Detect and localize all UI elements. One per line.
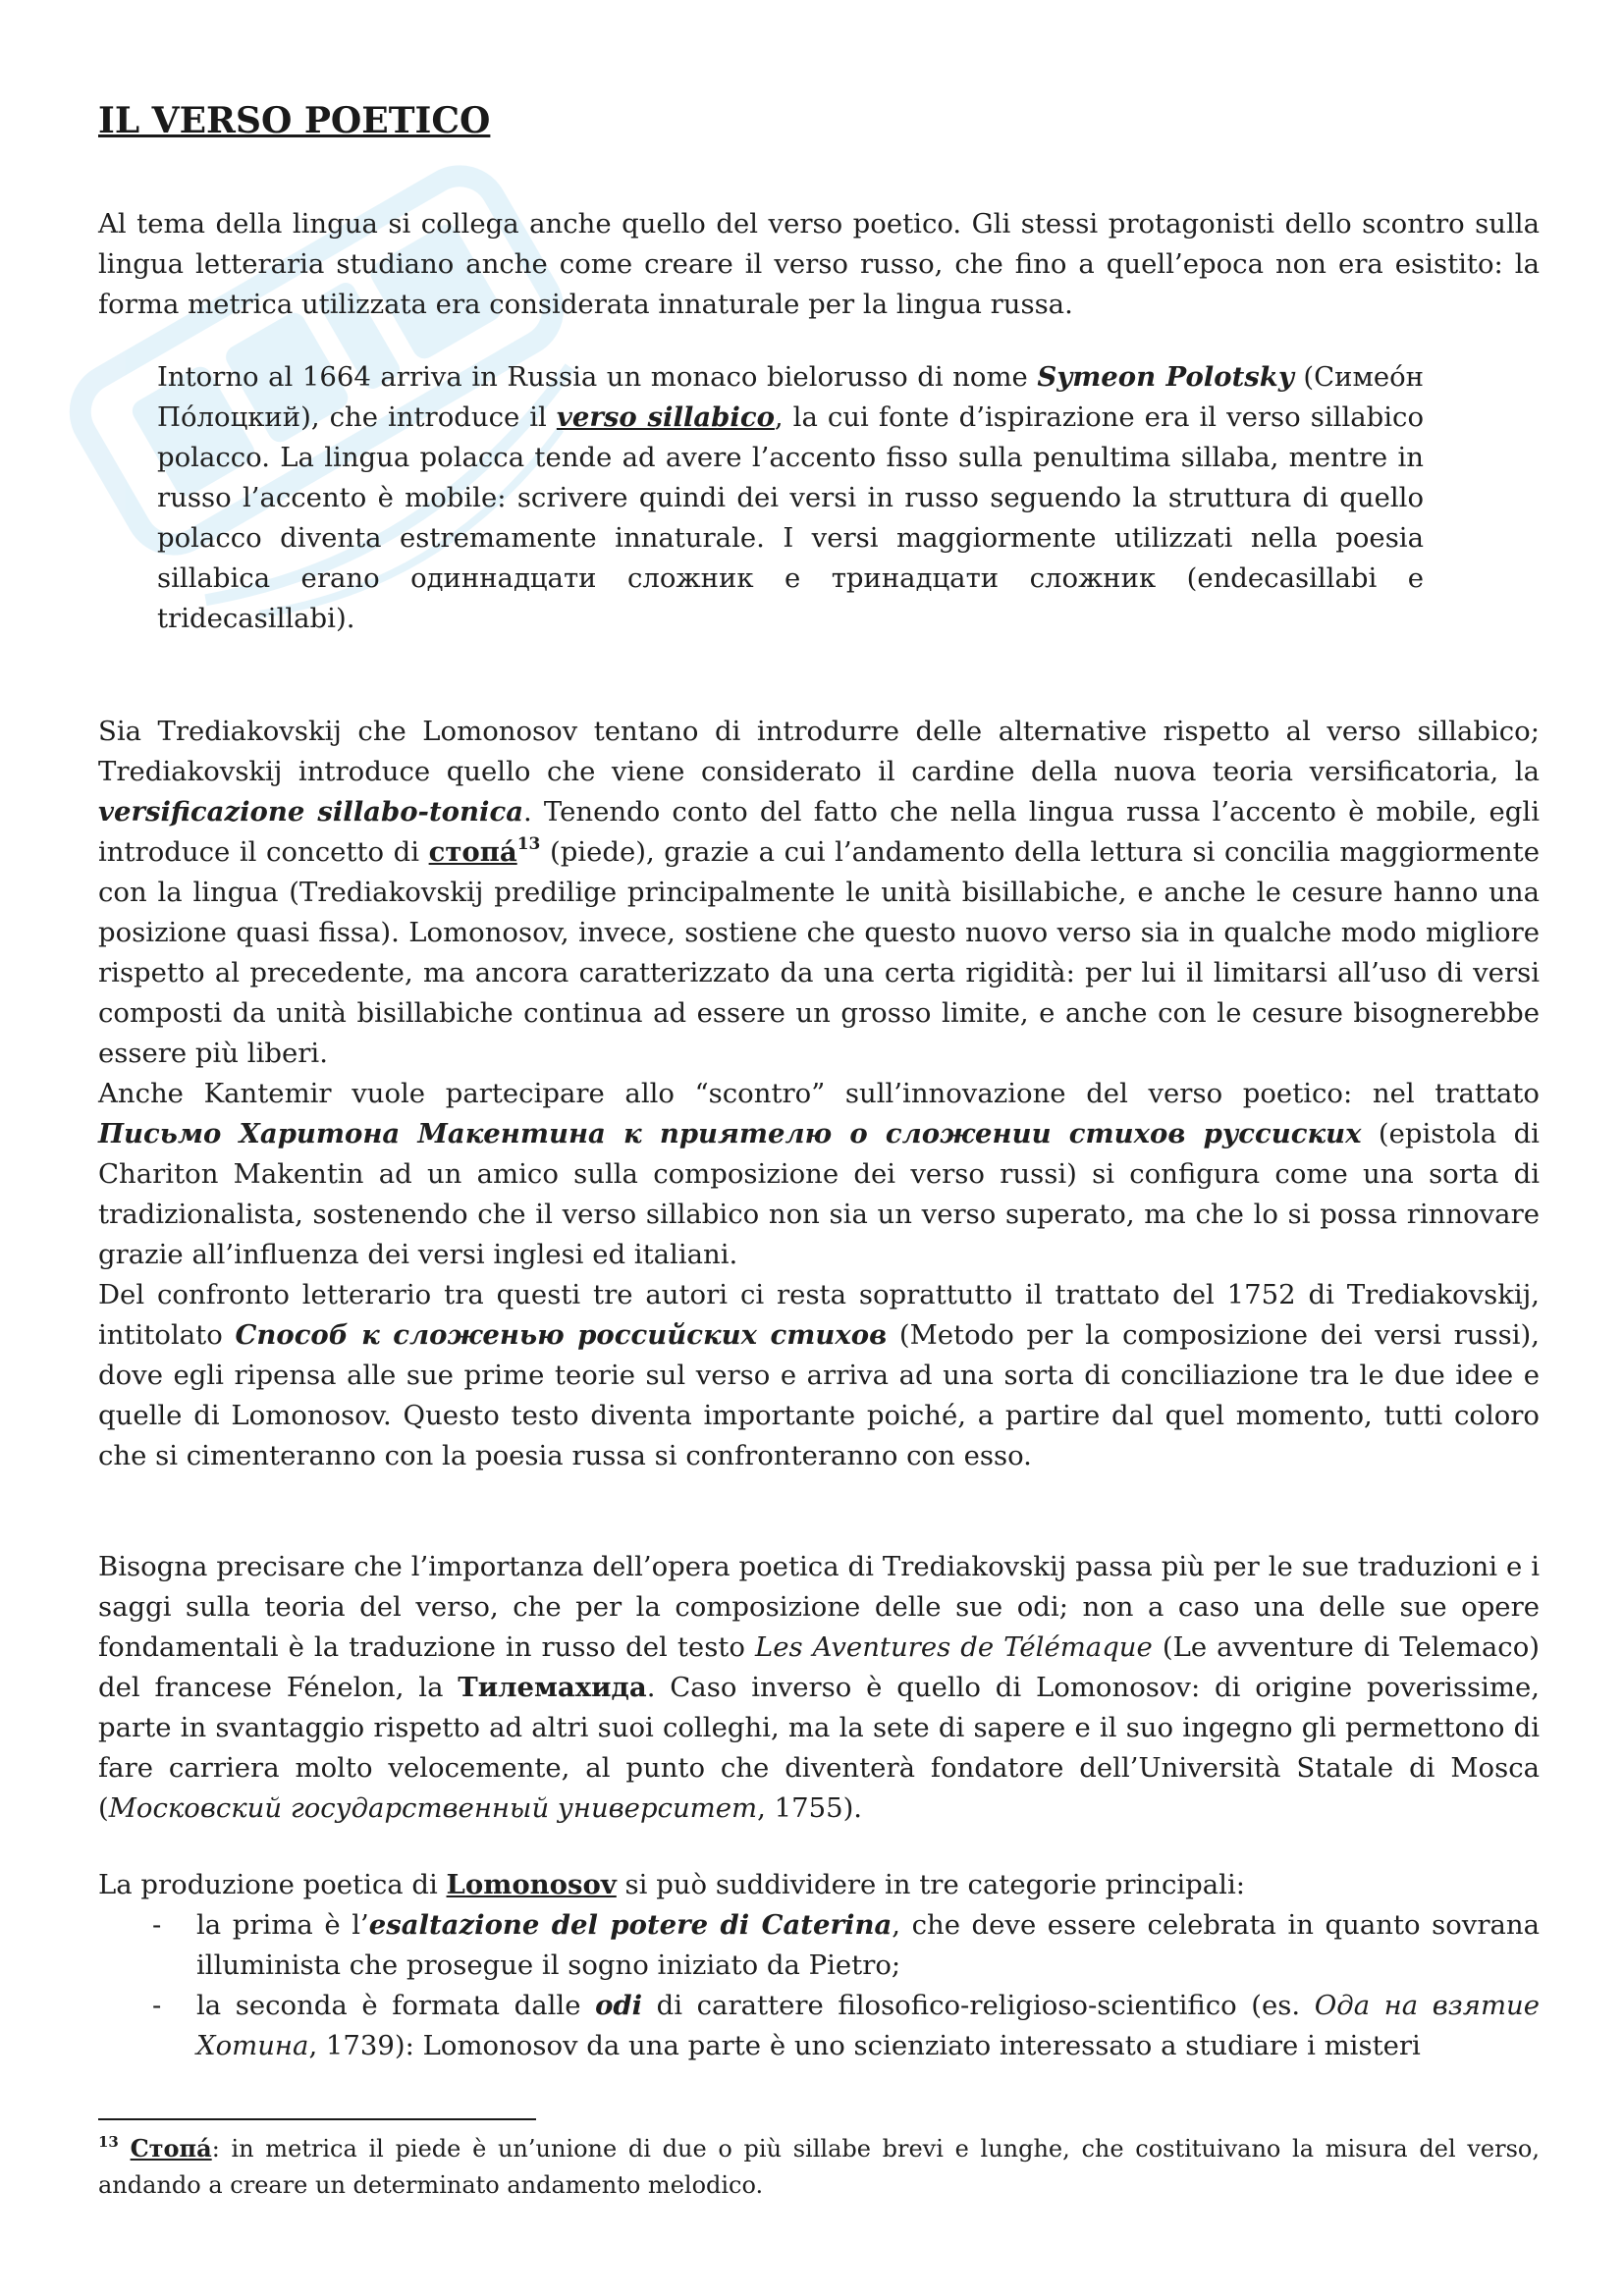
polotsky-name: Symeon Polotsky — [1037, 361, 1294, 393]
list-dash: - — [152, 1990, 162, 2021]
p3-text-e: (piede), grazie a cui l’andamento della lettura si concilia maggiormente con la lingua (Trediakovskij predilige principalmente le unità bisillabiche, e anche le cesure hanno una posizione quasi fissa). Lomonosov, invece, sostiene che questo nuovo verso sia in qualche modo migliore rispetto al precedente, ma ancora caratterizzato da una certa rigidità: per lui il limitarsi all’uso di versi composti da unità bisillabiche continua ad essere un grosso limite, e anche con le cesure bisognerebbe essere più liberi. — [98, 836, 1540, 1069]
verso-sillabico-term: verso sillabico — [556, 401, 775, 433]
polotsky-text-e: , la cui fonte d’ispirazione era il verso sillabico polacco. La lingua polacca tende ad avere l’accento fisso sulla penultima sillaba, mentre in russo l’accento è mobile: scrivere quindi dei versi in russo seguendo la struttura di quello polacco diventa estremamente innaturale. I versi maggiormente utilizzati nella poesia sillabica erano одиннадцати сложник e тринадцати сложник (endecasillabi e tridecasillabi). — [157, 401, 1424, 634]
p4-text-a: Bisogna precisare che l’importanza dell’opera poetica di Trediakovskij passa più per le sue traduzioni e i saggi sulla teoria del verso, che per la composizione delle sue odi; non a caso una delle sue opere fondamentali è la traduzione in russo del testo — [98, 1551, 1540, 1663]
categories-list — [98, 1905, 1540, 2066]
footnote-term: Стопá — [130, 2134, 212, 2163]
item2-text-a: la seconda è formata dalle — [196, 1990, 596, 2021]
kantemir-treatise-title: Письмо Харитона Макентина к приятелю о сложении стихов руссиских — [98, 1118, 1362, 1149]
page-title: IL VERSO POETICO — [98, 100, 491, 141]
p3-text-a: Sia Trediakovskij che Lomonosov tentano di introdurre delle alternative rispetto al verso sillabico; Trediakovskij introduce quello che viene considerato il cardine della nuova teoria versificatoria, la — [98, 716, 1540, 787]
stopa-term: стопá — [428, 836, 517, 868]
sillabo-tonica-term: versificazione sillabo-tonica — [98, 796, 524, 828]
university-name: Московский государственный университет — [108, 1792, 758, 1824]
telemaque-title: Les Aventures de Télémaque — [754, 1631, 1153, 1663]
oda-title: Ода на взятие Хотина — [196, 1990, 1541, 2061]
item1-highlight: esaltazione del potere di Caterina — [368, 1909, 893, 1941]
item2-text-c: di carattere filosofico-religioso-scientifico (es. — [642, 1990, 1315, 2021]
p4-text-g: , 1755). — [757, 1792, 863, 1824]
footnote-text: : in metrica il piede è un’unione di due o più sillabe brevi e lunghe, che costituivano la misura del verso, andando a creare un determinato andamento melodico. — [98, 2135, 1540, 2199]
p3-text-i: Del confronto letterario tra questi tre autori ci resta soprattutto il trattato del 1752 di Trediakovskij, intitolato — [98, 1279, 1540, 1351]
p3-text-f: Anche Kantemir vuole partecipare allo “scontro” sull’innovazione del verso poetico: nel trattato — [98, 1078, 1540, 1109]
list-item — [98, 1905, 1540, 1986]
tilemachida-title: Тилемахида — [458, 1672, 647, 1703]
p3-text-c: . Tenendo conto del fatto che nella lingua russa l’accento è mobile, egli introduce il concetto di — [98, 796, 1540, 868]
footnote-ref-13[interactable]: 13 — [516, 834, 541, 854]
item2-odi: odi — [595, 1990, 643, 2021]
lomonosov-name: Lomonosov — [446, 1869, 617, 1900]
polotsky-text-a: Intorno al 1664 arriva in Russia un monaco bielorusso di nome — [157, 361, 1038, 393]
p5-text-c: si può suddividere in tre categorie principali: — [616, 1869, 1246, 1900]
p4-text-c: (Le avventure di Telemaco) del francese Fénelon, la — [98, 1631, 1540, 1703]
footnote-separator — [98, 2118, 536, 2120]
list-item — [98, 1986, 1540, 2066]
item2-text-e: , 1739): Lomonosov da una parte è uno scienziato interessato a studiare i misteri — [308, 2030, 1421, 2061]
lomonosov-section — [98, 1865, 1540, 2066]
trediakovskij-section — [98, 712, 1540, 1476]
polotsky-paragraph — [157, 357, 1424, 639]
p4-text-e: . Caso inverso è quello di Lomonosov: di origine poverissime, parte in svantaggio rispetto ad altri suoi colleghi, ma la sete di sapere e il suo ingegno gli permettono di fare carriera molto velocemente, al punto che diventerà fondatore dell’Università Statale di Mosca ( — [98, 1672, 1540, 1824]
p3-text-h: (epistola di Chariton Makentin ad un amico sulla composizione dei verso russi) si configura come una sorta di tradizionalista, sostenendo che il verso sillabico non sia un verso superato, ma che lo si possa rinnovare grazie all’influenza dei versi inglesi ed italiani. — [98, 1118, 1540, 1270]
intro-text: Al tema della lingua si collega anche quello del verso poetico. Gli stessi protagonisti dello scontro sulla lingua letteraria studiano anche come creare il verso russo, che fino a quell’epoca non era esistito: la forma metrica utilizzata era considerata innaturale per la lingua russa. — [98, 208, 1540, 320]
p3-text-k: (Metodo per la composizione dei versi russi), dove egli ripensa alle sue prime teorie sul verso e arriva ad una sorta di conciliazione tra le due idee e quelle di Lomonosov. Questo testo diventa importante poiché, a partire dal quel momento, tutti coloro che si cimenteranno con la poesia russa si confronteranno con esso. — [98, 1319, 1541, 1471]
item1-text-c: , che deve essere celebrata in quanto sovrana illuminista che prosegue il sogno iniziato da Pietro; — [196, 1909, 1540, 1981]
item1-text-a: la prima è l’ — [196, 1909, 369, 1941]
sposob-treatise-title: Способ к сложенью российских стихов — [235, 1319, 888, 1351]
polotsky-text-c: (Симеóн Пóлоцкий), che introduce il — [157, 361, 1425, 433]
footnote-number: 13 — [98, 2133, 119, 2151]
footnote-13 — [98, 2130, 1540, 2204]
p5-text-a: La produzione poetica di — [98, 1869, 447, 1900]
opere-paragraph — [98, 1547, 1540, 1829]
list-dash: - — [152, 1909, 162, 1941]
intro-paragraph — [98, 204, 1540, 325]
